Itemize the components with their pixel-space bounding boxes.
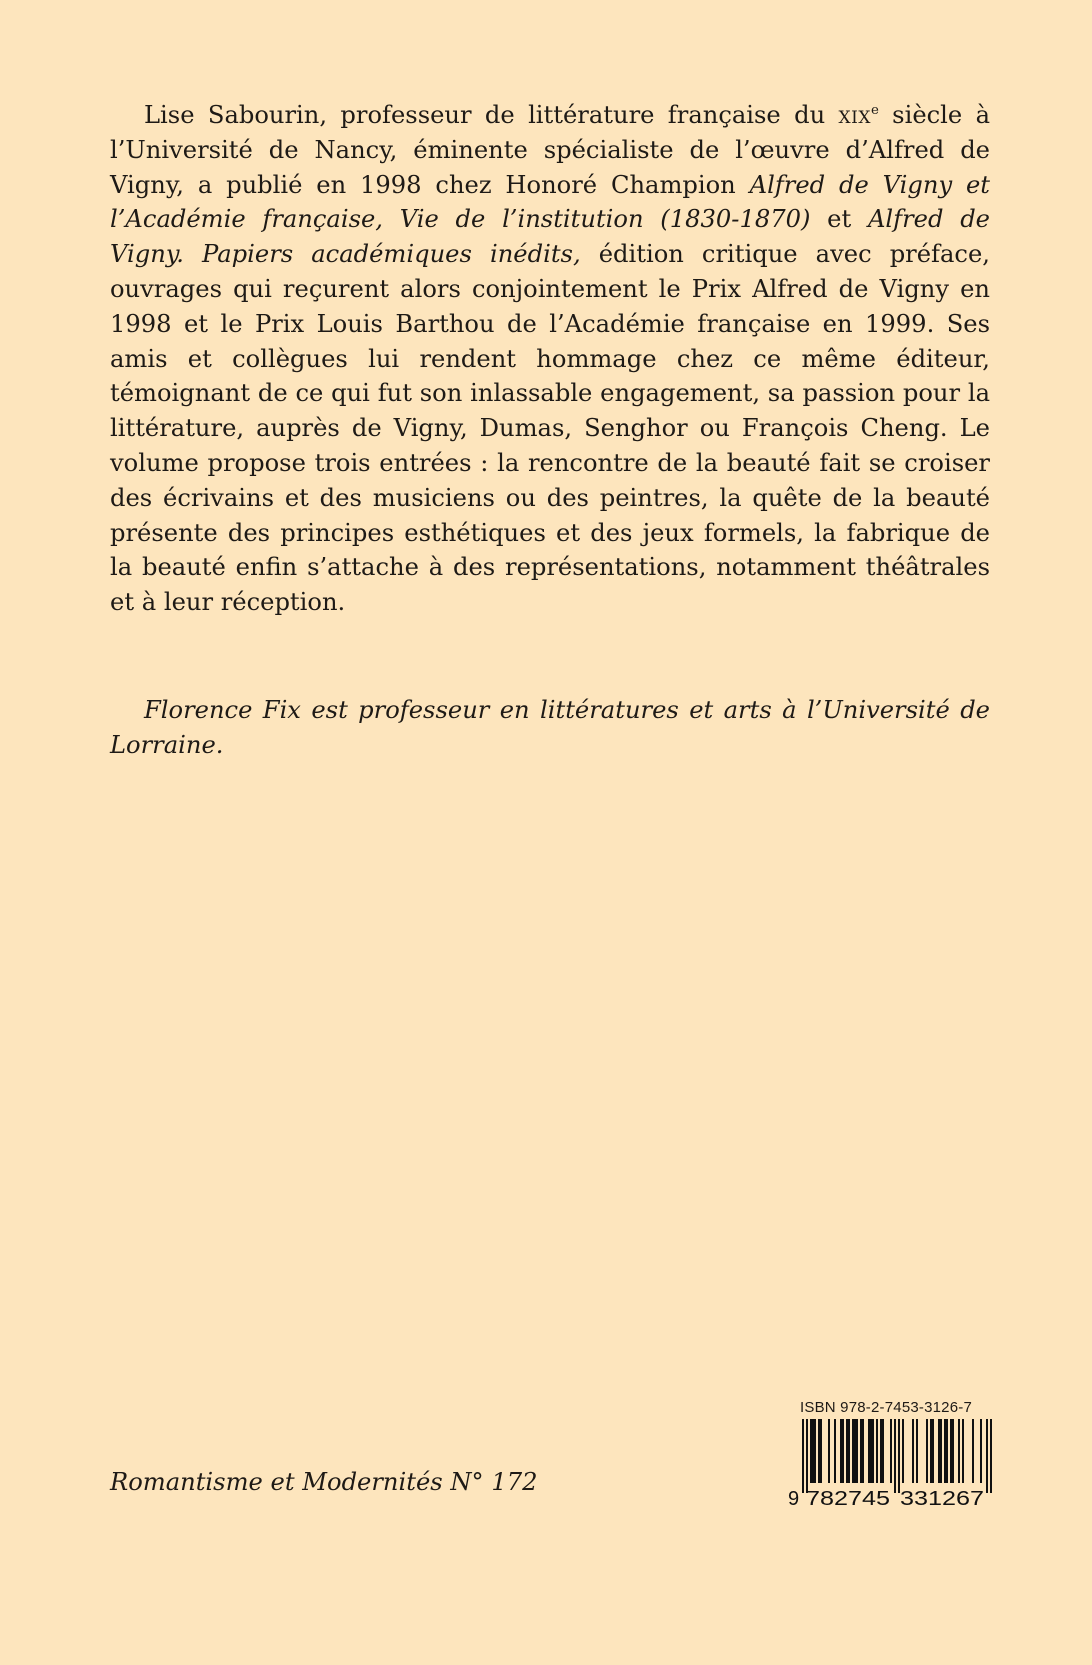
barcode-bar — [814, 1419, 816, 1483]
barcode-bar — [854, 1419, 856, 1483]
barcode-bar — [990, 1419, 992, 1493]
barcode-bar — [868, 1419, 870, 1483]
barcode-bar — [810, 1419, 812, 1483]
barcode-bar — [946, 1419, 948, 1483]
barcode-right-digits: 331267 — [900, 1488, 984, 1510]
barcode-bar — [962, 1419, 964, 1483]
barcode-bar — [938, 1419, 940, 1483]
barcode-bar — [872, 1419, 874, 1483]
barcode-bar — [882, 1419, 884, 1483]
summary-text-2: siècle à l’Université de Nancy, éminente spécialiste de l’œuvre d’Alfred de Vigny, a publié en 1998 chez Honoré Champion — [110, 101, 990, 199]
barcode-bar — [972, 1419, 974, 1483]
barcode-bar — [932, 1419, 934, 1483]
barcode-bar — [862, 1419, 864, 1483]
isbn-barcode — [788, 1399, 1008, 1509]
barcode-bar — [912, 1419, 914, 1483]
barcode-bar — [812, 1419, 814, 1483]
barcode-bar — [894, 1419, 896, 1493]
barcode-bar — [880, 1419, 882, 1483]
barcode-lead-digit: 9 — [788, 1488, 800, 1510]
barcode-bar — [930, 1419, 932, 1483]
book-title-1: Alfred de Vigny et l’Académie française, Vie de l’institution (1830-1870) — [110, 170, 990, 234]
barcode-left-digits: 782745 — [806, 1488, 890, 1510]
barcode-bar — [986, 1419, 988, 1493]
barcode-bar — [834, 1419, 836, 1483]
barcode-bar — [902, 1419, 904, 1483]
summary-text-1: Lise Sabourin, professeur de littérature française du — [144, 101, 839, 129]
barcode-bar — [950, 1419, 952, 1483]
barcode-bar — [916, 1419, 918, 1483]
barcode-bar — [840, 1419, 842, 1483]
barcode-bar — [852, 1419, 854, 1483]
barcode-bar — [940, 1419, 942, 1483]
series-title: Romantisme et Modernités N° 172 — [110, 1468, 538, 1496]
barcode-bar — [842, 1419, 844, 1483]
century-numeral: xix — [838, 101, 871, 129]
barcode-bar — [876, 1419, 878, 1483]
barcode-bar — [860, 1419, 862, 1483]
book-title-2: Alfred de Vigny. Papiers académiques inédits, — [110, 205, 990, 269]
barcode-bar — [828, 1419, 830, 1483]
summary-paragraph — [110, 98, 990, 620]
barcode-bar — [958, 1419, 960, 1483]
barcode-bar — [952, 1419, 954, 1483]
barcode-bar — [944, 1419, 946, 1483]
barcode-bar — [848, 1419, 850, 1483]
barcode-bar — [856, 1419, 858, 1483]
century-superscript: e — [870, 102, 879, 118]
author-note: Florence Fix est professeur en littératures et arts à l’Université de Lorraine. — [110, 696, 990, 759]
barcode-bar — [870, 1419, 872, 1483]
summary-text-3: et — [810, 205, 868, 234]
barcode-bar — [806, 1419, 808, 1493]
barcode-icon — [788, 1419, 1008, 1511]
barcode-bar — [846, 1419, 848, 1483]
barcode-bar — [802, 1419, 804, 1493]
summary-text-4: édition critique avec préface, ouvrages qui reçurent alors conjointement le Prix Alfred de Vigny en 1998 et le Prix Louis Barthou de l’Académie française en 1999. Ses amis et collègues lui rendent hommage chez ce même éditeur, témoignant de ce qui fut son inlassable engagement, sa passion pour la littérature, auprès de Vigny, Dumas, Senghor ou François Cheng. Le volume propose trois entrées : la rencontre de la beauté fait se croiser des écrivains et des musiciens ou des peintres, la quête de la beauté présente des principes esthétiques et des jeux formels, la fabrique de la beauté enfin s’attache à des représentations, notamment théâtrales et à leur réception. — [110, 240, 990, 617]
barcode-bar — [820, 1419, 822, 1483]
barcode-bar — [818, 1419, 820, 1483]
barcode-bar — [926, 1419, 928, 1483]
isbn-label: ISBN 978-2-7453-3126-7 — [800, 1399, 973, 1416]
barcode-bar — [980, 1419, 982, 1483]
barcode-bar — [898, 1419, 900, 1493]
barcode-bar — [890, 1419, 892, 1483]
